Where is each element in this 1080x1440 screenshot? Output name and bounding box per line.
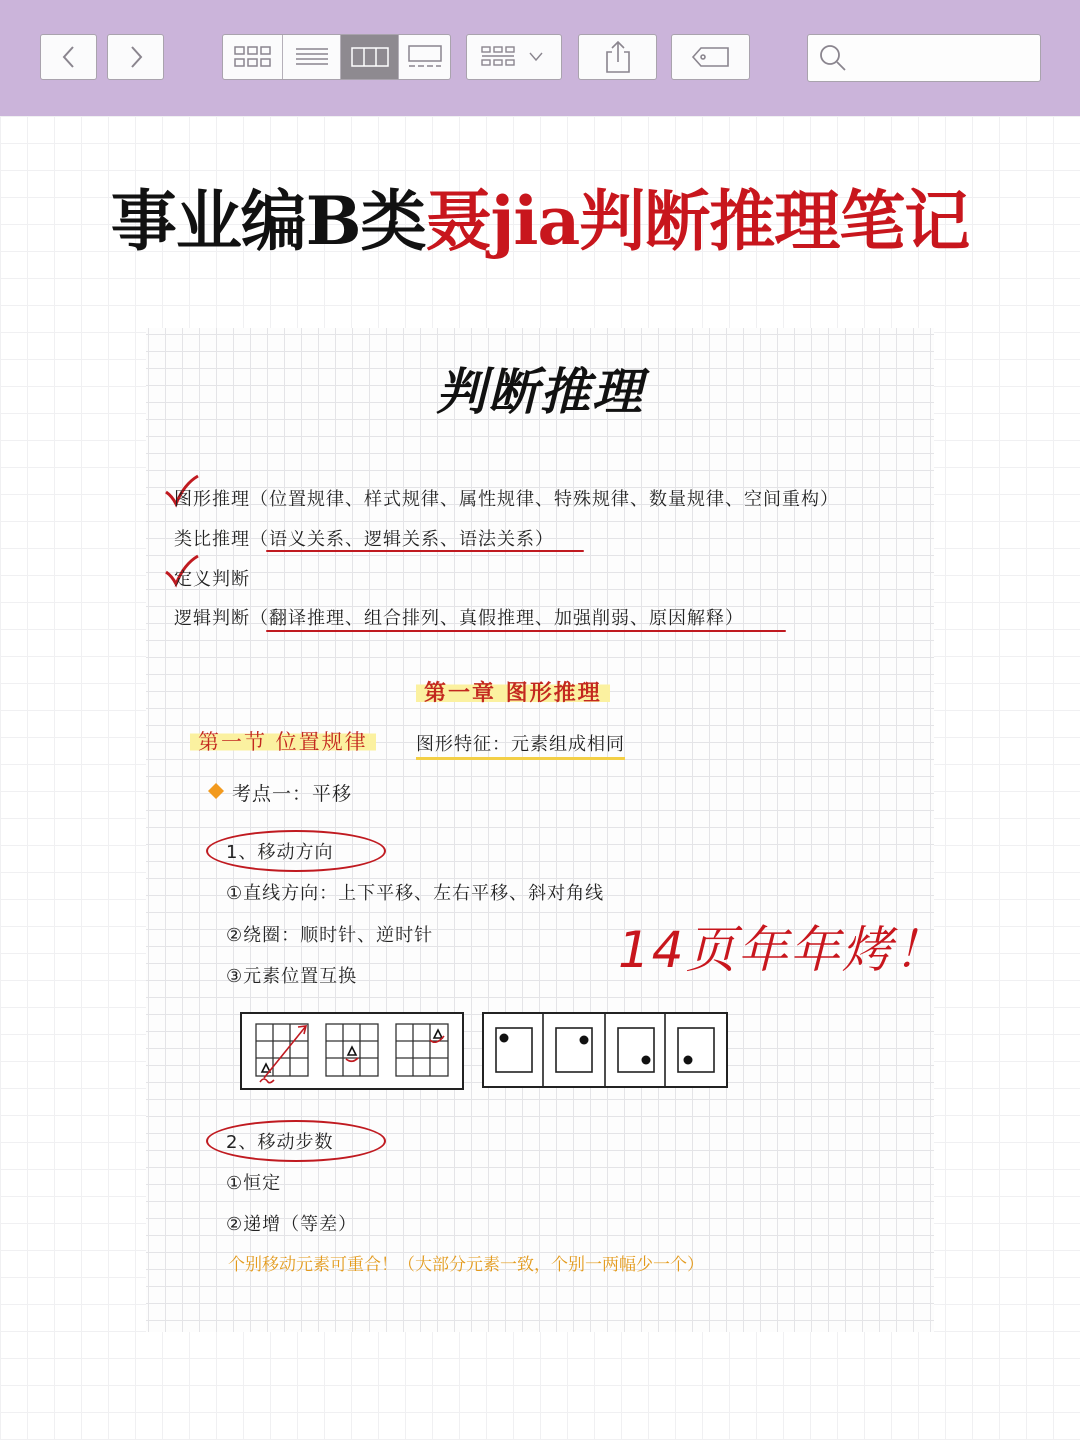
tag-icon (691, 45, 731, 69)
page-headline (0, 168, 1080, 263)
dot-square-example (482, 1012, 728, 1088)
outline-item-definition: 定义判断 (174, 569, 250, 590)
topic1-item: ②绕圈：顺时针、逆时针 (226, 925, 434, 946)
headline-black-part: 事业编B类 (110, 182, 426, 260)
list-view-icon (295, 46, 329, 68)
triangle-grid-figure (242, 1014, 462, 1088)
topic2-item: ②递增（等差） (226, 1214, 358, 1235)
red-underline (266, 630, 786, 632)
chevron-right-icon (126, 44, 146, 70)
icon-view-button[interactable] (223, 35, 283, 79)
point-heading: 考点一：平移 (232, 783, 353, 805)
list-view-button[interactable] (283, 35, 341, 79)
section-heading: 第一节 位置规律 (190, 726, 376, 756)
note-image (146, 328, 946, 1332)
outline-item-analogy: 类比推理（语义关系、逻辑关系、语法关系） (174, 529, 554, 550)
diamond-bullet-icon (208, 783, 224, 799)
window-toolbar (0, 0, 1080, 116)
tag-button[interactable] (671, 34, 750, 80)
topic2-item: ①恒定 (226, 1173, 282, 1194)
icon-grid-view-icon (233, 44, 273, 70)
topic1-item: ①直线方向：上下平移、左右平移、斜对角线 (226, 883, 605, 904)
search-input[interactable] (852, 41, 1036, 77)
search-icon (818, 43, 848, 73)
gallery-view-button[interactable] (399, 35, 451, 79)
tip-note: 个别移动元素可重合！（大部分元素一致，个别一两幅少一个） (228, 1255, 704, 1275)
share-icon (603, 40, 633, 74)
back-button[interactable] (40, 34, 97, 80)
column-view-button[interactable] (341, 35, 399, 79)
gallery-view-icon (406, 44, 444, 70)
outline-item-graphic: 图形推理（位置规律、样式规律、属性规律、特殊规律、数量规律、空间重构） (174, 489, 839, 510)
column-view-icon (351, 46, 389, 68)
group-grid-icon (474, 44, 554, 70)
view-mode-segmented-control (222, 34, 451, 80)
dot-square-figure (484, 1014, 726, 1086)
red-underline (266, 550, 584, 552)
group-by-dropdown[interactable] (466, 34, 562, 80)
forward-button[interactable] (107, 34, 164, 80)
search-field[interactable] (807, 34, 1041, 82)
note-title: 判断推理 (436, 362, 644, 421)
outline-item-logic: 逻辑判断（翻译推理、组合排列、真假推理、加强削弱、原因解释） (174, 608, 744, 629)
page-count-stamp: 14页年年烤！ (618, 921, 946, 979)
headline-red-part: 聂jia判断推理笔记 (425, 182, 970, 260)
triangle-grid-example (240, 1012, 464, 1090)
share-button[interactable] (578, 34, 657, 80)
topic2-heading: 2、移动步数 (226, 1132, 334, 1153)
topic1-heading: 1、移动方向 (226, 842, 334, 863)
feature-label: 图形特征：元素组成相同 (416, 730, 625, 760)
topic1-item: ③元素位置互换 (226, 966, 358, 987)
chevron-left-icon (59, 44, 79, 70)
chapter-heading: 第一章 图形推理 (416, 676, 610, 707)
